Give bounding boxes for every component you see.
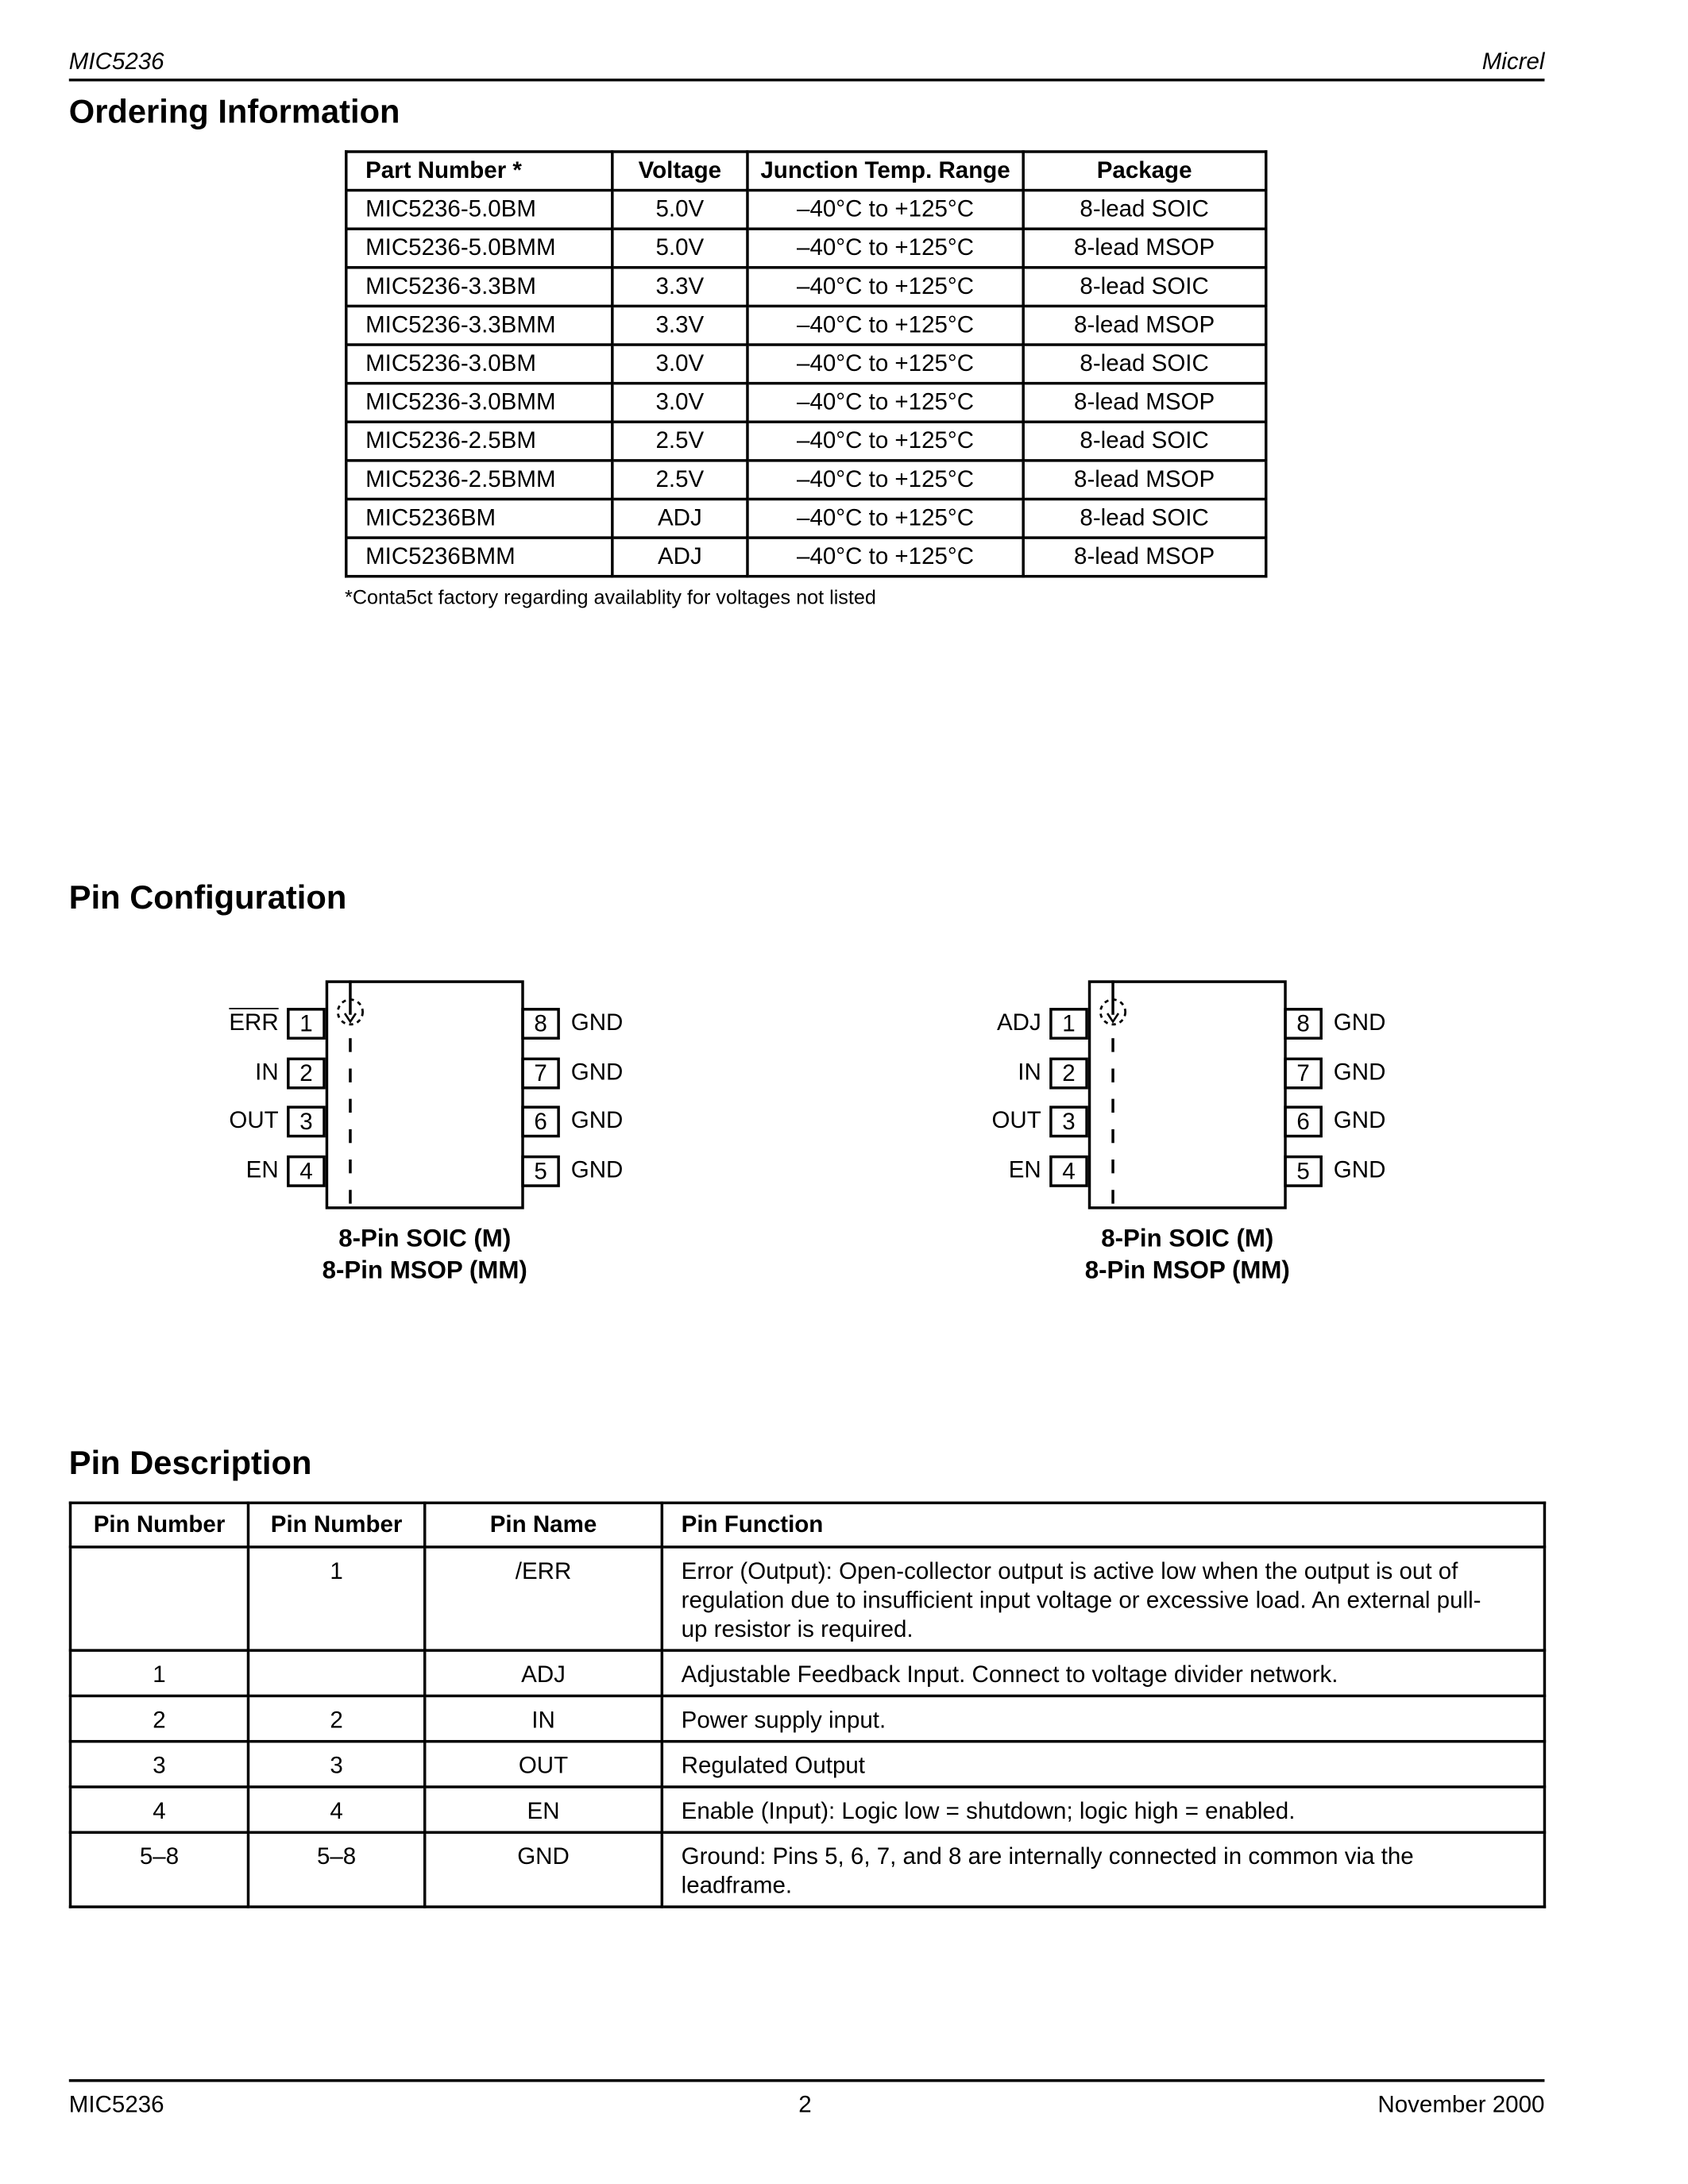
pin-number-box: 8 xyxy=(521,1008,560,1040)
pin-name-cell: EN xyxy=(425,1787,662,1832)
pin-number-box: 2 xyxy=(287,1058,326,1090)
temp-range-cell: –40°C to +125°C xyxy=(748,422,1023,461)
pin-function-cell: Power supply input. xyxy=(662,1696,1544,1741)
temp-range-cell: –40°C to +125°C xyxy=(748,384,1023,423)
pin-function-cell: Ground: Pins 5, 6, 7, and 8 are internally connected in common via the leadframe. xyxy=(662,1832,1544,1907)
table-row xyxy=(71,1832,1545,1907)
part-number-cell: MIC5236BM xyxy=(346,499,612,538)
table-row xyxy=(346,499,1266,538)
pin-number-box: 3 xyxy=(287,1106,326,1137)
pin-number-cell: 5–8 xyxy=(248,1832,424,1907)
part-number-cell: MIC5236BMM xyxy=(346,538,612,577)
temp-range-cell: –40°C to +125°C xyxy=(748,268,1023,307)
table-row xyxy=(346,345,1266,384)
column-header: Package xyxy=(1023,152,1266,191)
column-header: Junction Temp. Range xyxy=(748,152,1023,191)
table-row xyxy=(346,461,1266,500)
package-cell: 8-lead MSOP xyxy=(1023,538,1266,577)
footer-part-number: MIC5236 xyxy=(68,2091,164,2118)
temp-range-cell: –40°C to +125°C xyxy=(748,229,1023,268)
footer-date: November 2000 xyxy=(1377,2091,1545,2118)
package-caption: 8-Pin MSOP (MM) xyxy=(1084,1256,1290,1284)
pin-number-box: 8 xyxy=(1284,1008,1323,1040)
ordering-table xyxy=(345,150,1267,577)
pin-number-box: 3 xyxy=(1049,1106,1088,1137)
voltage-cell: 5.0V xyxy=(612,191,747,230)
temp-range-cell: –40°C to +125°C xyxy=(748,191,1023,230)
pin-label: EN xyxy=(245,1156,279,1183)
pin-number-box: 7 xyxy=(521,1058,560,1090)
pin-label: OUT xyxy=(229,1107,279,1134)
pin-number-box: 5 xyxy=(521,1156,560,1187)
package-cell: 8-lead MSOP xyxy=(1023,306,1266,345)
header-company: Micrel xyxy=(1481,48,1545,75)
package-cell: 8-lead SOIC xyxy=(1023,345,1266,384)
pin-number-cell: 3 xyxy=(71,1742,249,1787)
ground-symbol-icon xyxy=(331,980,386,1214)
header-part-number: MIC5236 xyxy=(68,48,164,75)
voltage-cell: 3.3V xyxy=(612,306,747,345)
voltage-cell: 3.0V xyxy=(612,384,747,423)
pin-number-cell: 2 xyxy=(248,1696,424,1741)
pin-name-cell: GND xyxy=(425,1832,662,1907)
temp-range-cell: –40°C to +125°C xyxy=(748,499,1023,538)
ground-symbol-icon xyxy=(1094,980,1149,1214)
table-row xyxy=(71,1742,1545,1787)
pin-number-cell xyxy=(71,1547,249,1650)
pin-number-cell: 4 xyxy=(71,1787,249,1832)
table-row xyxy=(346,306,1266,345)
pin-function-cell: Error (Output): Open-collector output is active low when the output is out of regulation due to insufficient input voltage or excessive load. An external pull-up resistor is required. xyxy=(662,1547,1544,1650)
column-header: Pin Number xyxy=(248,1503,424,1547)
pin-label: GND xyxy=(1333,1156,1386,1183)
column-header: Pin Function xyxy=(662,1503,1544,1547)
pin-label: IN xyxy=(1018,1059,1041,1086)
part-number-cell: MIC5236-3.3BMM xyxy=(346,306,612,345)
pin-number-cell: 3 xyxy=(248,1742,424,1787)
pin-name-cell: /ERR xyxy=(425,1547,662,1650)
pin-number-box: 6 xyxy=(1284,1106,1323,1137)
pin-number-box: 4 xyxy=(287,1156,326,1187)
pin-name-cell: OUT xyxy=(425,1742,662,1787)
table-row xyxy=(71,1547,1545,1650)
pin-number-cell: 4 xyxy=(248,1787,424,1832)
part-number-cell: MIC5236-3.3BM xyxy=(346,268,612,307)
pin-number-box: 4 xyxy=(1049,1156,1088,1187)
temp-range-cell: –40°C to +125°C xyxy=(748,538,1023,577)
package-cell: 8-lead MSOP xyxy=(1023,229,1266,268)
pin-config-title: Pin Configuration xyxy=(68,879,347,917)
pin-description-table xyxy=(69,1502,1546,1908)
package-cell: 8-lead MSOP xyxy=(1023,384,1266,423)
pin-label: GND xyxy=(570,1107,624,1134)
table-row xyxy=(346,191,1266,230)
table-header-row xyxy=(71,1503,1545,1547)
pin-label: GND xyxy=(570,1059,624,1086)
temp-range-cell: –40°C to +125°C xyxy=(748,345,1023,384)
part-number-cell: MIC5236-2.5BM xyxy=(346,422,612,461)
part-number-cell: MIC5236-3.0BM xyxy=(346,345,612,384)
package-cell: 8-lead SOIC xyxy=(1023,191,1266,230)
package-cell: 8-lead SOIC xyxy=(1023,422,1266,461)
table-row xyxy=(346,229,1266,268)
pin-label: OUT xyxy=(991,1107,1041,1134)
voltage-cell: ADJ xyxy=(612,538,747,577)
footer-rule xyxy=(69,2079,1545,2082)
temp-range-cell: –40°C to +125°C xyxy=(748,306,1023,345)
pin-number-cell: 2 xyxy=(71,1696,249,1741)
package-cell: 8-lead SOIC xyxy=(1023,499,1266,538)
pin-label: $\overline{ERR}$ xyxy=(229,1009,279,1036)
table-row xyxy=(71,1696,1545,1741)
ordering-title: Ordering Information xyxy=(68,94,400,131)
part-number-cell: MIC5236-3.0BMM xyxy=(346,384,612,423)
part-number-cell: MIC5236-2.5BMM xyxy=(346,461,612,500)
package-cell: 8-lead MSOP xyxy=(1023,461,1266,500)
package-cell: 8-lead SOIC xyxy=(1023,268,1266,307)
voltage-cell: 2.5V xyxy=(612,461,747,500)
pin-label: GND xyxy=(1333,1009,1386,1036)
table-row xyxy=(71,1650,1545,1696)
column-header: Pin Name xyxy=(425,1503,662,1547)
pin-number-cell xyxy=(248,1650,424,1696)
table-header-row xyxy=(346,152,1266,191)
pin-number-box: 7 xyxy=(1284,1058,1323,1090)
voltage-cell: 5.0V xyxy=(612,229,747,268)
voltage-cell: 3.3V xyxy=(612,268,747,307)
pin-label: GND xyxy=(570,1009,624,1036)
pin-number-box: 2 xyxy=(1049,1058,1088,1090)
pin-label: GND xyxy=(1333,1059,1386,1086)
pin-number-box: 1 xyxy=(287,1008,326,1040)
pin-label: IN xyxy=(255,1059,279,1086)
pin-label: EN xyxy=(1008,1156,1041,1183)
pin-function-cell: Regulated Output xyxy=(662,1742,1544,1787)
pin-number-cell: 1 xyxy=(71,1650,249,1696)
pin-name-cell: ADJ xyxy=(425,1650,662,1696)
column-header: Pin Number xyxy=(71,1503,249,1547)
pin-name-cell: IN xyxy=(425,1696,662,1741)
pin-function-cell: Adjustable Feedback Input. Connect to voltage divider network. xyxy=(662,1650,1544,1696)
pin-label: GND xyxy=(1333,1107,1386,1134)
header-rule xyxy=(69,79,1545,81)
pin-number-box: 5 xyxy=(1284,1156,1323,1187)
pin-number-box: 6 xyxy=(521,1106,560,1137)
pin-desc-title: Pin Description xyxy=(68,1445,312,1483)
pin-number-cell: 1 xyxy=(248,1547,424,1650)
part-number-cell: MIC5236-5.0BMM xyxy=(346,229,612,268)
pin-number-box: 1 xyxy=(1049,1008,1088,1040)
package-caption: 8-Pin SOIC (M) xyxy=(338,1224,512,1252)
column-header: Part Number * xyxy=(346,152,612,191)
table-row xyxy=(346,538,1266,577)
package-caption: 8-Pin MSOP (MM) xyxy=(322,1256,527,1284)
pin-label: ADJ xyxy=(996,1009,1041,1036)
column-header: Voltage xyxy=(612,152,747,191)
voltage-cell: ADJ xyxy=(612,499,747,538)
temp-range-cell: –40°C to +125°C xyxy=(748,461,1023,500)
table-row xyxy=(346,422,1266,461)
voltage-cell: 2.5V xyxy=(612,422,747,461)
table-row xyxy=(346,384,1266,423)
pin-number-cell: 5–8 xyxy=(71,1832,249,1907)
table-row xyxy=(346,268,1266,307)
part-number-cell: MIC5236-5.0BM xyxy=(346,191,612,230)
table-row xyxy=(71,1787,1545,1832)
package-caption: 8-Pin SOIC (M) xyxy=(1101,1224,1274,1252)
voltage-cell: 3.0V xyxy=(612,345,747,384)
pin-label: GND xyxy=(570,1156,624,1183)
page-number: 2 xyxy=(798,2091,812,2118)
pin-function-cell: Enable (Input): Logic low = shutdown; logic high = enabled. xyxy=(662,1787,1544,1832)
ordering-footnote: *Conta5ct factory regarding availablity for voltages not listed xyxy=(345,587,876,610)
